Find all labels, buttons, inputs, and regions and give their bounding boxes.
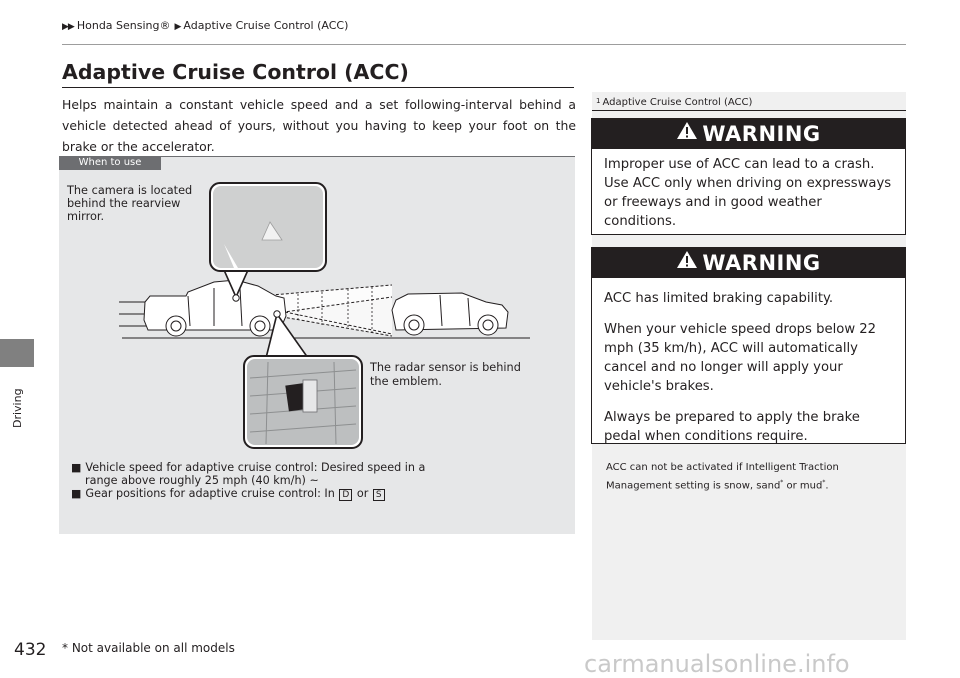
warning-box-2 <box>591 247 906 444</box>
square-bullet-icon: ■ <box>71 487 82 500</box>
speed-condition-cont: range above roughly 25 mph (40 km/h) ~ <box>85 474 319 487</box>
warning-header <box>592 248 905 278</box>
chapter-label: Driving <box>11 388 24 428</box>
page-title: Adaptive Cruise Control (ACC) <box>62 60 409 84</box>
traction-note: ACC can not be activated if Intelligent Traction Management setting is snow, sand* or mud*. <box>606 462 839 492</box>
speed-condition: Vehicle speed for adaptive cruise control: Desired speed in a <box>85 461 426 474</box>
sidebar-heading <box>596 97 752 108</box>
warning-label: WARNING <box>702 122 821 146</box>
arrow-icon: ▶ <box>174 22 181 32</box>
footnote: * Not available on all models <box>62 641 235 655</box>
warning-triangle-icon <box>676 247 698 277</box>
lead-vehicle <box>392 293 508 335</box>
square-bullet-icon: ■ <box>71 461 82 474</box>
warning-label: WARNING <box>702 251 821 275</box>
radar-label: The radar sensor is behind the emblem. <box>370 361 521 388</box>
warning-2-para-1: ACC has limited braking capability. <box>604 291 834 306</box>
warning-header <box>592 119 905 149</box>
sidebar-rule <box>592 110 906 111</box>
breadcrumb-page[interactable]: Adaptive Cruise Control (ACC) <box>183 19 349 32</box>
watermark: carmanualsonline.info <box>584 650 850 678</box>
warning-1-text: Improper use of ACC can lead to a crash. Use ACC only when driving on expressways or freeways and in good weather conditions. <box>604 157 892 229</box>
warning-triangle-icon <box>676 118 698 148</box>
when-to-use-tab: When to use <box>59 156 161 170</box>
page-number: 432 <box>14 640 47 660</box>
warning-box-1 <box>591 118 906 235</box>
sidebar-heading-text: Adaptive Cruise Control (ACC) <box>602 97 753 108</box>
pickup-truck <box>144 280 286 336</box>
warning-2-para-3: Always be prepared to apply the brake pedal when conditions require. <box>604 410 860 444</box>
warning-2-para-2: When your vehicle speed drops below 22 mph (35 km/h), ACC will automatically cancel and no longer will apply your vehicle's brakes. <box>604 322 877 394</box>
camera-label: The camera is located behind the rearview mirror. <box>67 184 193 223</box>
double-arrow-icon: ▶▶ <box>62 22 74 32</box>
gear-key-d: D <box>339 489 352 501</box>
usage-conditions <box>71 461 425 501</box>
gear-condition: Gear positions for adaptive cruise control: In <box>85 487 335 500</box>
intro-paragraph: Helps maintain a constant vehicle speed and a set following-interval behind a vehicle detected ahead of yours, without you having to keep your foot on the brake or the accelerator. <box>62 97 576 154</box>
gear-key-s: S <box>373 489 385 501</box>
ref-marker-icon: 1 <box>596 97 601 105</box>
gear-or: or <box>356 487 369 500</box>
breadcrumb-section[interactable]: Honda Sensing® <box>76 19 171 32</box>
